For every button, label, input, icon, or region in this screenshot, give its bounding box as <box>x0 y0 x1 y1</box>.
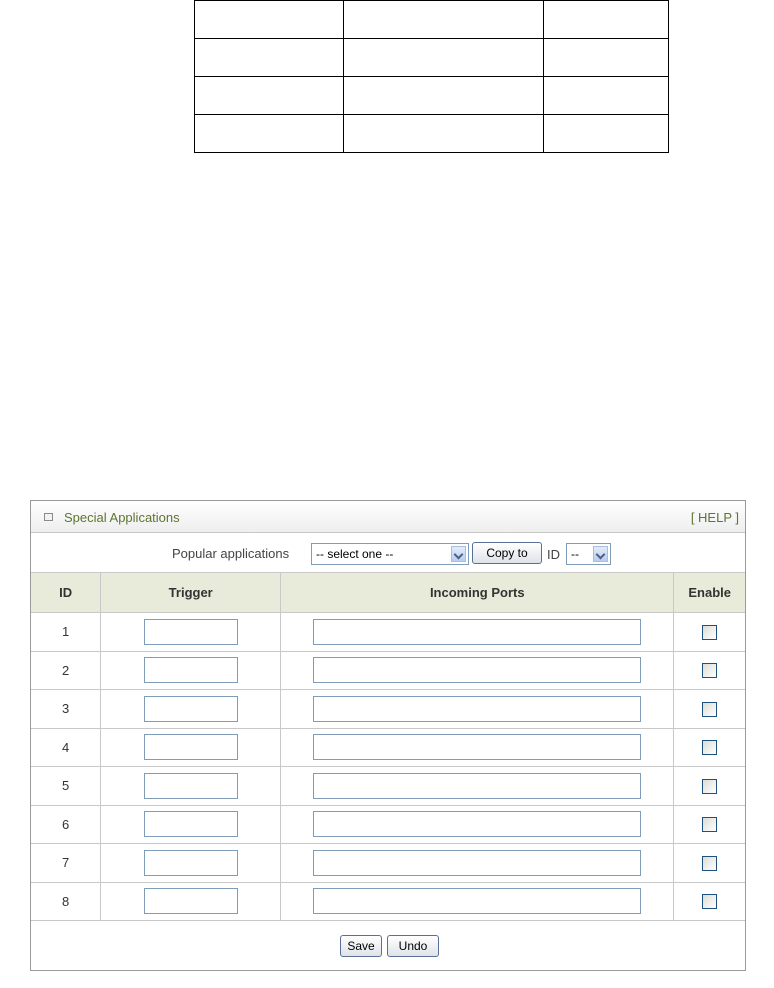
column-header-id: ID <box>31 573 101 613</box>
trigger-input[interactable] <box>144 619 238 645</box>
enable-checkbox[interactable] <box>702 625 717 640</box>
trigger-input[interactable] <box>144 850 238 876</box>
select-value: -- <box>571 547 579 561</box>
column-header-trigger: Trigger <box>101 573 281 613</box>
column-header-incoming-ports: Incoming Ports <box>281 573 674 613</box>
incoming-ports-input[interactable] <box>313 773 641 799</box>
select-value: -- select one -- <box>316 547 394 561</box>
form-actions <box>31 924 745 970</box>
row-id: 4 <box>31 728 101 767</box>
enable-checkbox[interactable] <box>702 856 717 871</box>
trigger-input[interactable] <box>144 811 238 837</box>
popular-applications-select[interactable] <box>311 543 469 565</box>
target-id-select[interactable] <box>566 543 611 565</box>
table-row <box>195 77 669 115</box>
incoming-ports-input[interactable] <box>313 734 641 760</box>
table-row <box>31 844 745 883</box>
square-bullet-icon <box>44 513 53 521</box>
table-row <box>31 882 745 921</box>
empty-reference-table <box>194 0 669 153</box>
table-row <box>31 728 745 767</box>
special-applications-panel <box>30 500 746 971</box>
row-id: 1 <box>31 613 101 652</box>
incoming-ports-input[interactable] <box>313 811 641 837</box>
panel-title-bar <box>31 501 745 533</box>
incoming-ports-input[interactable] <box>313 696 641 722</box>
special-applications-table <box>31 573 745 921</box>
table-row <box>31 651 745 690</box>
table-row <box>31 805 745 844</box>
chevron-down-icon <box>593 546 608 562</box>
row-id: 2 <box>31 651 101 690</box>
incoming-ports-input[interactable] <box>313 888 641 914</box>
table-row <box>31 690 745 729</box>
table-row <box>195 115 669 153</box>
table-row <box>195 1 669 39</box>
enable-checkbox[interactable] <box>702 702 717 717</box>
row-id: 3 <box>31 690 101 729</box>
trigger-input[interactable] <box>144 773 238 799</box>
trigger-input[interactable] <box>144 734 238 760</box>
row-id: 8 <box>31 882 101 921</box>
column-header-enable: Enable <box>674 573 745 613</box>
enable-checkbox[interactable] <box>702 740 717 755</box>
row-id: 6 <box>31 805 101 844</box>
help-link[interactable]: [ HELP ] <box>690 510 739 525</box>
save-button[interactable]: Save <box>340 935 382 957</box>
table-row <box>31 613 745 652</box>
undo-button[interactable]: Undo <box>387 935 439 957</box>
panel-title: Special Applications <box>64 510 180 525</box>
incoming-ports-input[interactable] <box>313 619 641 645</box>
trigger-input[interactable] <box>144 888 238 914</box>
table-header-row <box>31 573 745 613</box>
id-label: ID <box>547 547 560 562</box>
row-id: 5 <box>31 767 101 806</box>
enable-checkbox[interactable] <box>702 817 717 832</box>
enable-checkbox[interactable] <box>702 779 717 794</box>
table-row <box>31 767 745 806</box>
trigger-input[interactable] <box>144 657 238 683</box>
incoming-ports-input[interactable] <box>313 657 641 683</box>
row-id: 7 <box>31 844 101 883</box>
copy-to-button[interactable]: Copy to <box>472 542 542 564</box>
trigger-input[interactable] <box>144 696 238 722</box>
enable-checkbox[interactable] <box>702 894 717 909</box>
popular-applications-label: Popular applications <box>172 546 290 561</box>
enable-checkbox[interactable] <box>702 663 717 678</box>
popular-applications-row <box>31 533 745 573</box>
incoming-ports-input[interactable] <box>313 850 641 876</box>
table-row <box>195 39 669 77</box>
chevron-down-icon <box>451 546 466 562</box>
